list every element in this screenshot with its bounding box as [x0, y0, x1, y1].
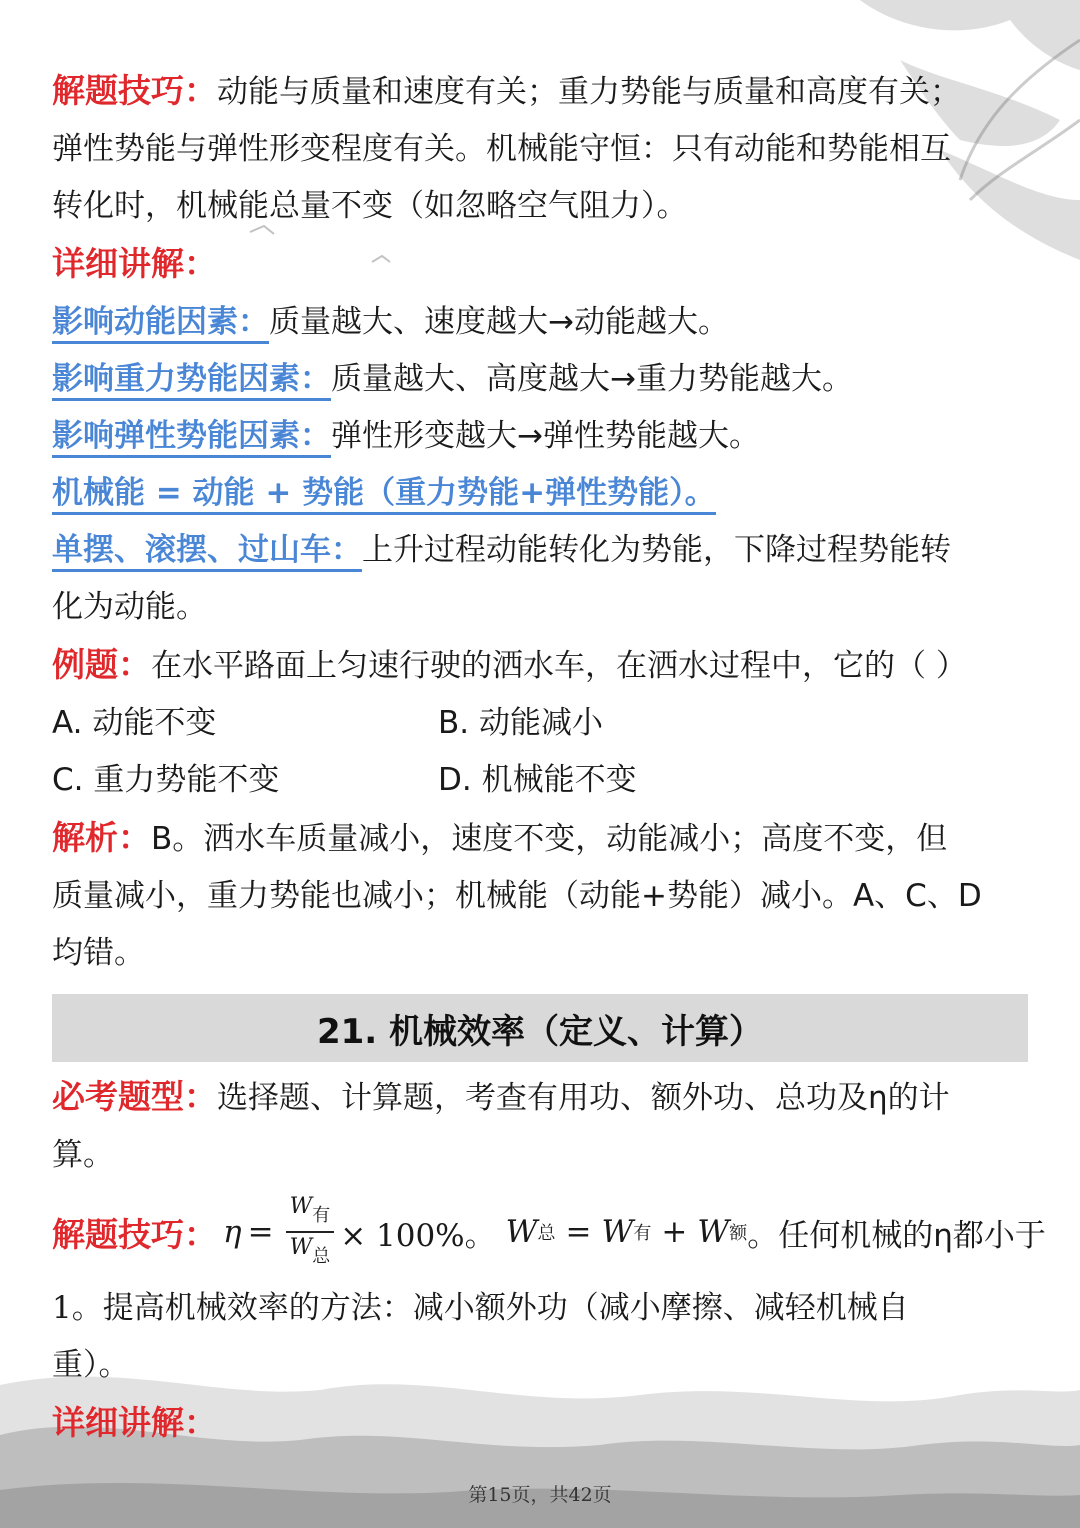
factor-label: 影响弹性势能因素： — [52, 418, 331, 458]
equals-sign: = — [247, 1214, 274, 1250]
analysis-line-2: 质量减小，重力势能也减小；机械能（动能+势能）减小。A、C、D — [52, 878, 982, 914]
factor-kinetic — [52, 294, 1028, 351]
options-row-1 — [52, 695, 1028, 752]
work-extra-symbol: W — [697, 1214, 730, 1250]
question-type-line-2: 算。 — [52, 1137, 114, 1173]
plus-sign: + — [661, 1214, 688, 1250]
times-hundred-percent: × 100%。 — [340, 1217, 496, 1254]
equals-sign: = — [565, 1214, 592, 1250]
question-type-text: 选择题、计算题，考查有用功、额外功、总功及η的计 — [217, 1080, 950, 1116]
factor-text: 质量越大、高度越大→重力势能越大。 — [331, 361, 853, 397]
page-content — [52, 62, 1046, 1453]
analysis-label: 解析： — [52, 818, 151, 857]
tip-label: 解题技巧： — [52, 71, 217, 110]
pendulum-line-2: 化为动能。 — [52, 589, 207, 625]
efficiency-formula-line — [52, 1184, 1046, 1280]
option-b: B. 动能减小 — [438, 705, 603, 741]
analysis-line-1 — [52, 809, 1028, 868]
eta-symbol: η — [223, 1214, 242, 1250]
option-a: A. 动能不变 — [52, 705, 217, 741]
fraction-denominator — [286, 1233, 335, 1270]
tip2-line-3: 重）。 — [52, 1347, 130, 1383]
question-type-line-1 — [52, 1068, 1028, 1127]
tip-line-1 — [52, 62, 1028, 121]
example-line — [52, 636, 1028, 695]
analysis-line-3: 均错。 — [52, 935, 145, 971]
useful-subscript: 有 — [312, 1205, 331, 1226]
mechanical-energy-definition — [52, 465, 1028, 522]
total-subscript: 总 — [312, 1246, 331, 1267]
question-type-label: 必考题型： — [52, 1077, 217, 1116]
detail-heading — [52, 235, 1028, 294]
tip2-text: 。提高机械效率的方法：减小额外功（减小摩擦、减轻机械自 — [71, 1290, 909, 1326]
example-text: 在水平路面上匀速行驶的洒水车，在洒水过程中，它的（ ） — [151, 648, 967, 684]
page-number-footer: 第15页，共42页 — [468, 1484, 612, 1506]
mech-energy-text: 机械能 = 动能 + 势能（重力势能+弹性势能）。 — [52, 475, 716, 515]
section-title-banner — [52, 994, 1028, 1062]
detail-label: 详细讲解： — [52, 1403, 217, 1442]
options-row-2 — [52, 752, 1028, 809]
detail-label: 详细讲解： — [52, 244, 217, 283]
tip-line-2: 弹性势能与弹性形变程度有关。机械能守恒：只有动能和势能相互 — [52, 131, 951, 167]
detail-heading-2 — [52, 1394, 1028, 1453]
section-title: 21. 机械效率（定义、计算） — [316, 1011, 764, 1052]
tip-text: 动能与质量和速度有关；重力势能与质量和高度有关； — [217, 74, 961, 110]
factor-elastic — [52, 408, 1028, 465]
factor-text: 质量越大、速度越大→动能越大。 — [269, 304, 729, 340]
work-total-symbol: W — [505, 1214, 538, 1250]
option-c: C. 重力势能不变 — [52, 762, 280, 798]
extra-subscript: 额 — [729, 1223, 748, 1244]
formula-tail-text: 。任何机械的η都小于 — [747, 1217, 1046, 1254]
factor-text: 弹性形变越大→弹性势能越大。 — [331, 418, 760, 454]
useful-subscript: 有 — [633, 1223, 652, 1244]
option-d: D. 机械能不变 — [438, 762, 637, 798]
factor-label: 影响动能因素： — [52, 304, 269, 344]
work-symbol: W — [289, 1194, 313, 1219]
number-one: 1 — [52, 1290, 72, 1326]
tip2-line-2 — [52, 1280, 1028, 1337]
total-subscript: 总 — [537, 1223, 556, 1244]
factor-label: 影响重力势能因素： — [52, 361, 331, 401]
work-symbol: W — [289, 1235, 313, 1260]
fraction-numerator — [286, 1194, 335, 1233]
analysis-text: B。洒水车质量减小，速度不变，动能减小；高度不变，但 — [151, 821, 948, 857]
example-label: 例题： — [52, 645, 151, 684]
factor-gravitational — [52, 351, 1028, 408]
work-useful-symbol: W — [601, 1214, 634, 1250]
tip-label: 解题技巧： — [52, 1214, 217, 1254]
efficiency-fraction — [286, 1194, 335, 1270]
tip-line-3: 转化时，机械能总量不变（如忽略空气阻力）。 — [52, 188, 688, 224]
pendulum-label: 单摆、滚摆、过山车： — [52, 532, 362, 572]
pendulum-line-1 — [52, 522, 1028, 579]
pendulum-text: 上升过程动能转化为势能，下降过程势能转 — [362, 532, 951, 568]
